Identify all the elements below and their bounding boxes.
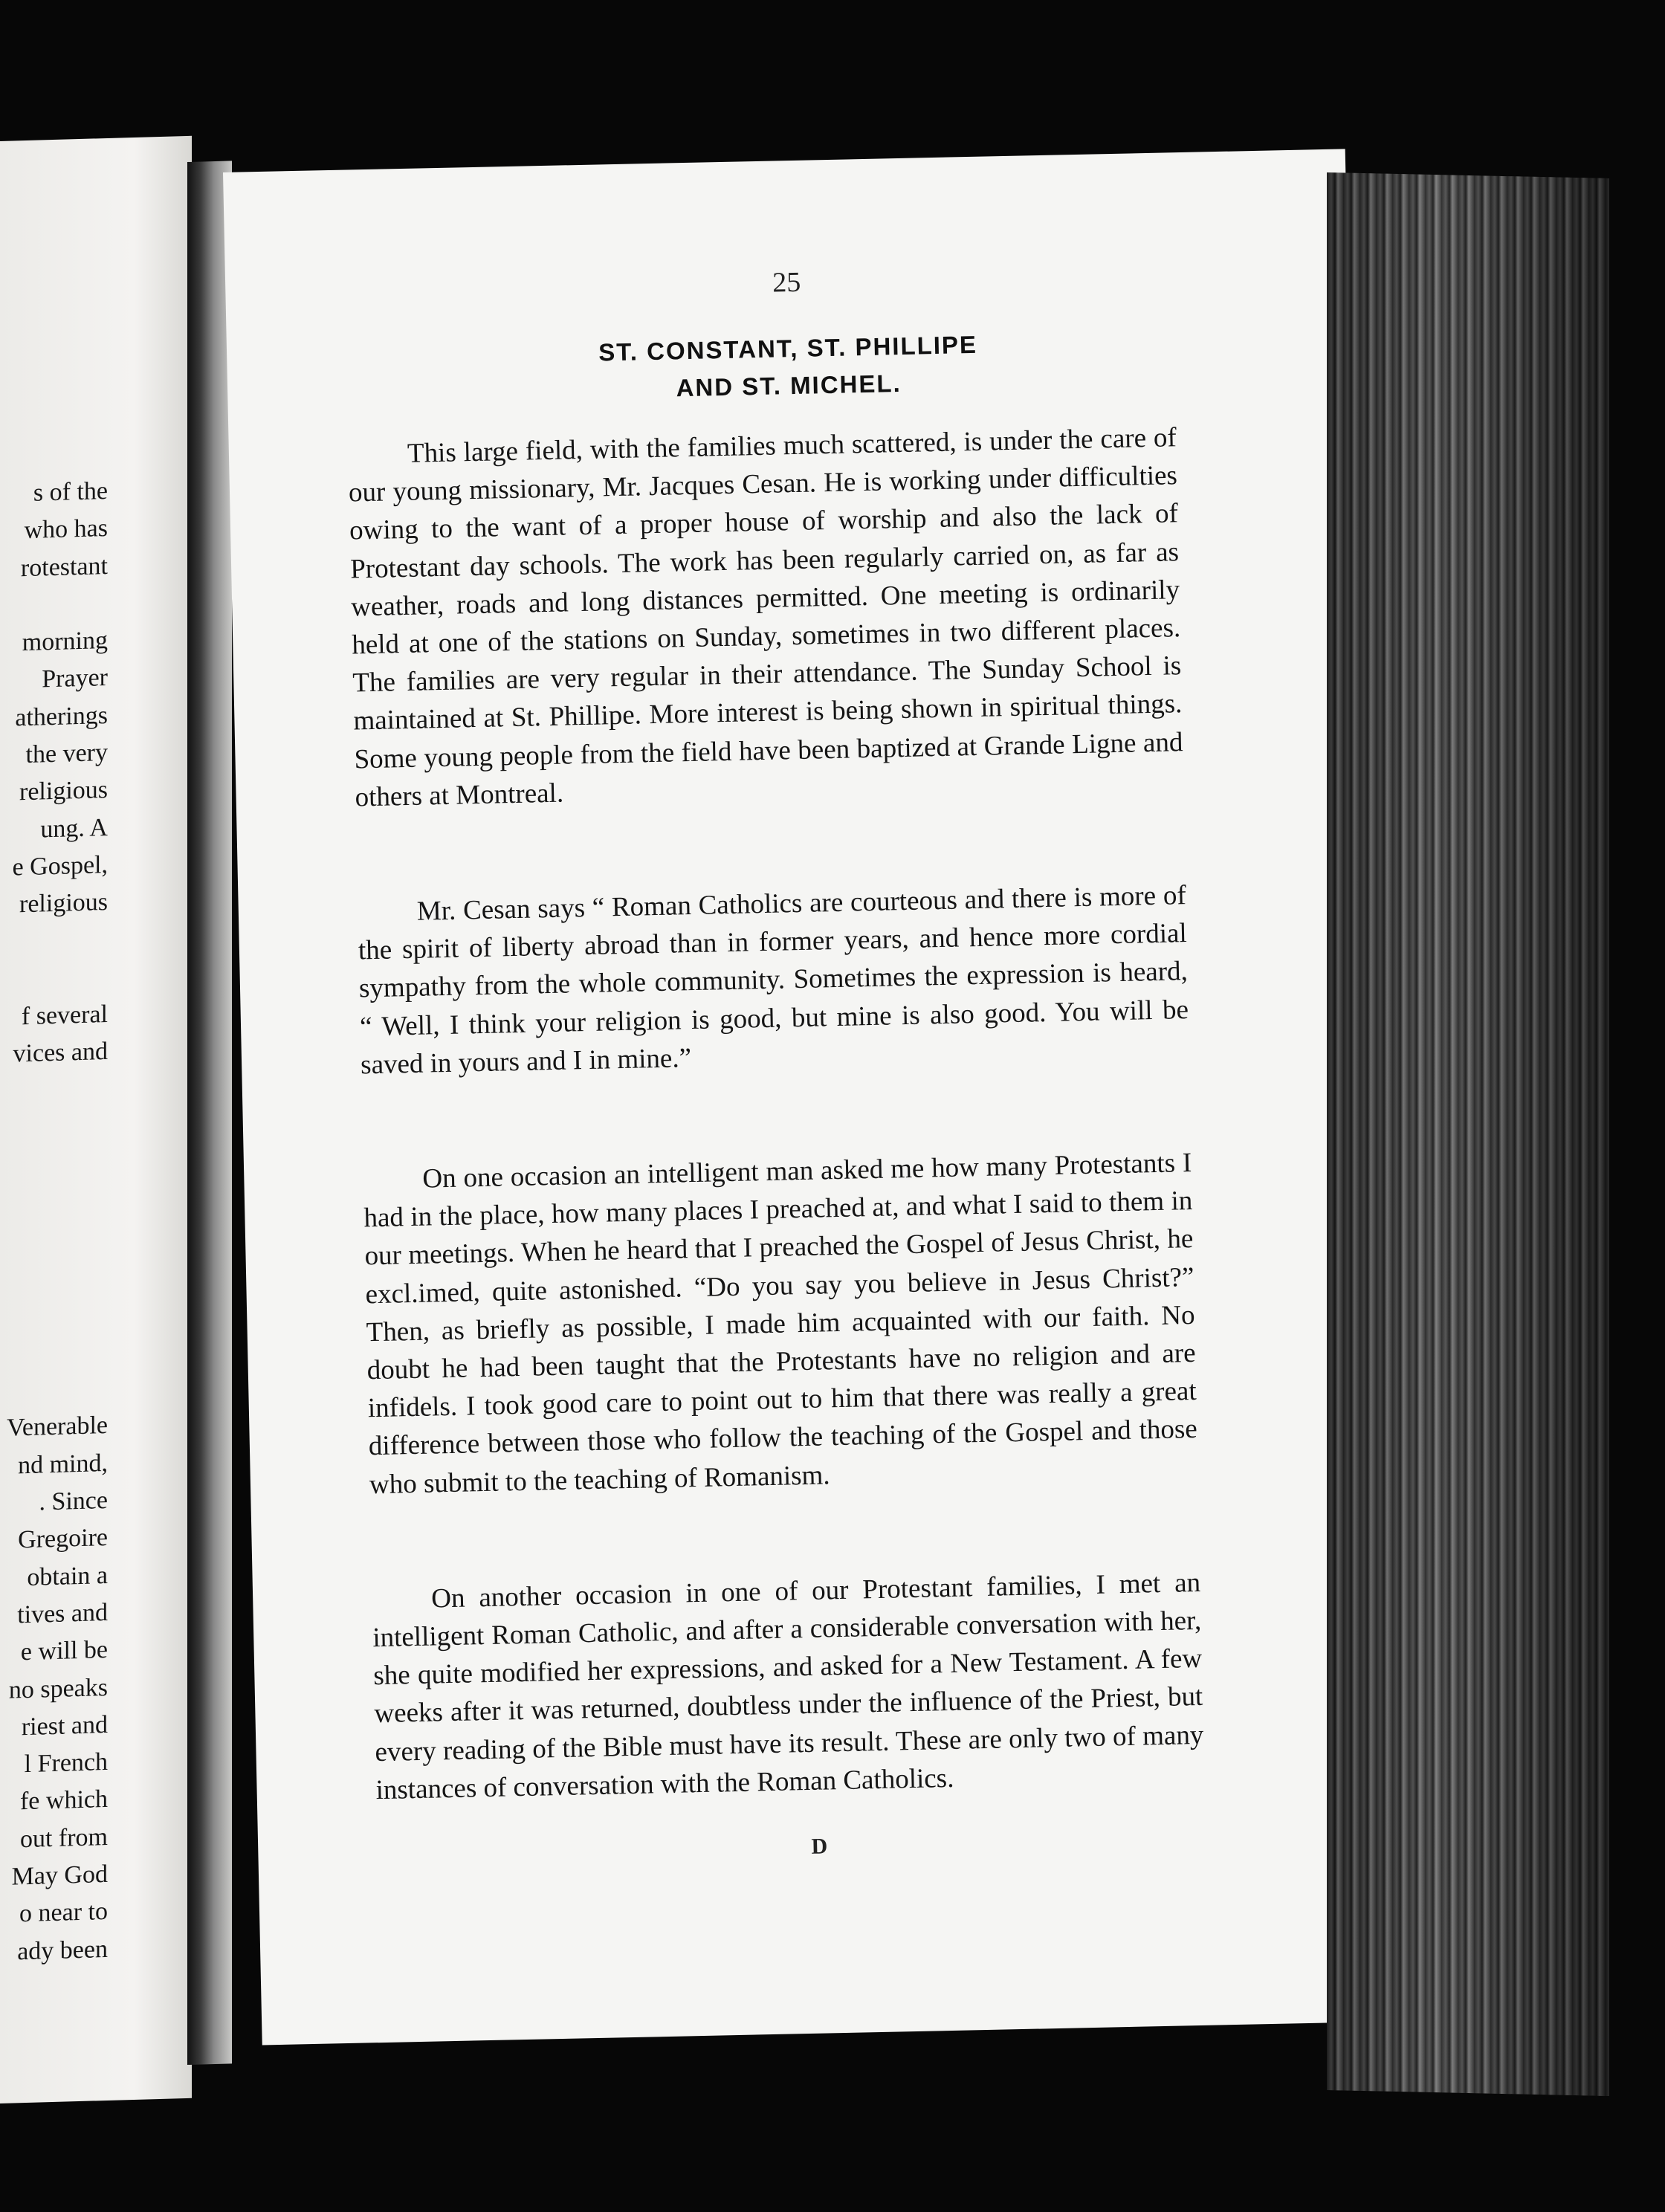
left-facing-page (0, 136, 192, 2103)
left-page-line: vices and (13, 1038, 108, 1068)
left-page-text (0, 473, 108, 1971)
left-page-line: e Gospel, (12, 850, 108, 882)
heading-line-2: AND ST. MICHEL. (676, 369, 902, 402)
left-page-line: ady been (17, 1935, 108, 1965)
left-page-line (0, 1145, 108, 1186)
page-number: 25 (772, 266, 801, 299)
left-page-line: fe which (19, 1785, 108, 1816)
left-page-line: no speaks (8, 1673, 108, 1704)
left-page-line (0, 1295, 108, 1335)
left-page-line: May God (11, 1860, 108, 1891)
body-text (347, 418, 1206, 1886)
left-page-line: l French (24, 1748, 108, 1779)
heading-line-1: ST. CONSTANT, ST. PHILLIPE (598, 330, 978, 366)
left-page-line: ung. A (40, 813, 108, 844)
left-page-line (0, 1333, 108, 1373)
section-heading (227, 318, 1351, 416)
left-page-line: f several (21, 1000, 108, 1031)
left-page-line: out from (19, 1823, 108, 1853)
signature-mark: D (811, 1834, 828, 1859)
paragraph-2: Mr. Cesan says “ Roman Catholics are courteous and there is more of the spirit of liberty abroad than in former years, and hence more cordial sympathy from the whole community. Sometimes the expression is heard, “ Well, I think your religion is good, but mine is also good. You will be saved in yours and I in mine.” (358, 880, 1189, 1081)
paragraph-1: This large field, with the families much scattered, is under the care of our young missionary, Mr. Jacques Cesan. He is working under difficulties owing to the want of a proper house of worship and also the lack of Protestant day schools. The work has been regularly carried on, as far as weather, roads and long distances permitted. One meeting is ordinarily held at one of the stations on Sunday, sometimes in two different places. The families are very regular in their attendance. The Sunday School is maintained at St. Phillipe. More interest is being shown in spiritual things. Some young people from the field have been baptized at Grande Ligne and others at Montreal. (348, 422, 1183, 813)
left-page-line: morning (22, 627, 108, 657)
left-page-line (0, 1258, 108, 1298)
left-page-line (0, 959, 108, 999)
left-page-line: Venerable (7, 1411, 108, 1443)
left-page-line (0, 1370, 108, 1410)
book-page (223, 149, 1384, 2045)
paragraph-4: On another occasion in one of our Protestant families, I met an intelligent Roman Catholic, and after a considerable conversation with her, she quite modified her expressions, and asked for a New Testament. A few weeks after it was returned, doubtless under the influence of the Priest, but every reading of the Bible must have its result. These are only two of many instances of conversation with the Roman Catholics. (372, 1567, 1204, 1806)
left-page-line: Prayer (42, 664, 108, 693)
left-page-line: e will be (20, 1636, 108, 1666)
left-page-line: tives and (17, 1598, 108, 1629)
left-page-line: obtain a (27, 1561, 108, 1591)
left-page-line: Gregoire (18, 1524, 108, 1554)
left-page-line: . Since (39, 1486, 108, 1516)
left-page-line (0, 1220, 108, 1261)
left-page-line (0, 1183, 108, 1223)
left-page-line (0, 1071, 108, 1111)
left-page-line: s of the (33, 476, 108, 507)
left-page-line: atherings (15, 701, 108, 732)
left-page-line: rotestant (20, 552, 108, 582)
left-page-line (0, 922, 108, 962)
page-block-shade (1327, 172, 1609, 2096)
paragraph-3: On one occasion an intelligent man asked me how many Protestants I had in the place, how many places I preached at, and what I said to them in our meetings. When he heard that I preached the Gospel of Jesus Christ, he excl.imed, quite astonished. “Do you say you believe in Jesus Christ?” Then, as briefly as possible, I made him acquainted with our faith. No doubt he had been taught that the Protestants have no religion and are infidels. I took good care to point out to him that there was really a great difference between those who follow the teaching of the Gospel and those who submit to the teaching of Romanism. (363, 1148, 1198, 1500)
left-page-line: nd mind, (18, 1449, 108, 1480)
left-page-line: religious (19, 888, 108, 919)
left-page-line: riest and (21, 1710, 108, 1741)
left-page-line: who has (24, 514, 108, 545)
left-page-line: the very (25, 739, 108, 769)
left-page-line: o near to (19, 1898, 108, 1928)
left-page-line (0, 1108, 108, 1148)
book-gutter (187, 161, 232, 2065)
left-page-line: religious (19, 776, 108, 806)
left-page-line (0, 585, 108, 625)
